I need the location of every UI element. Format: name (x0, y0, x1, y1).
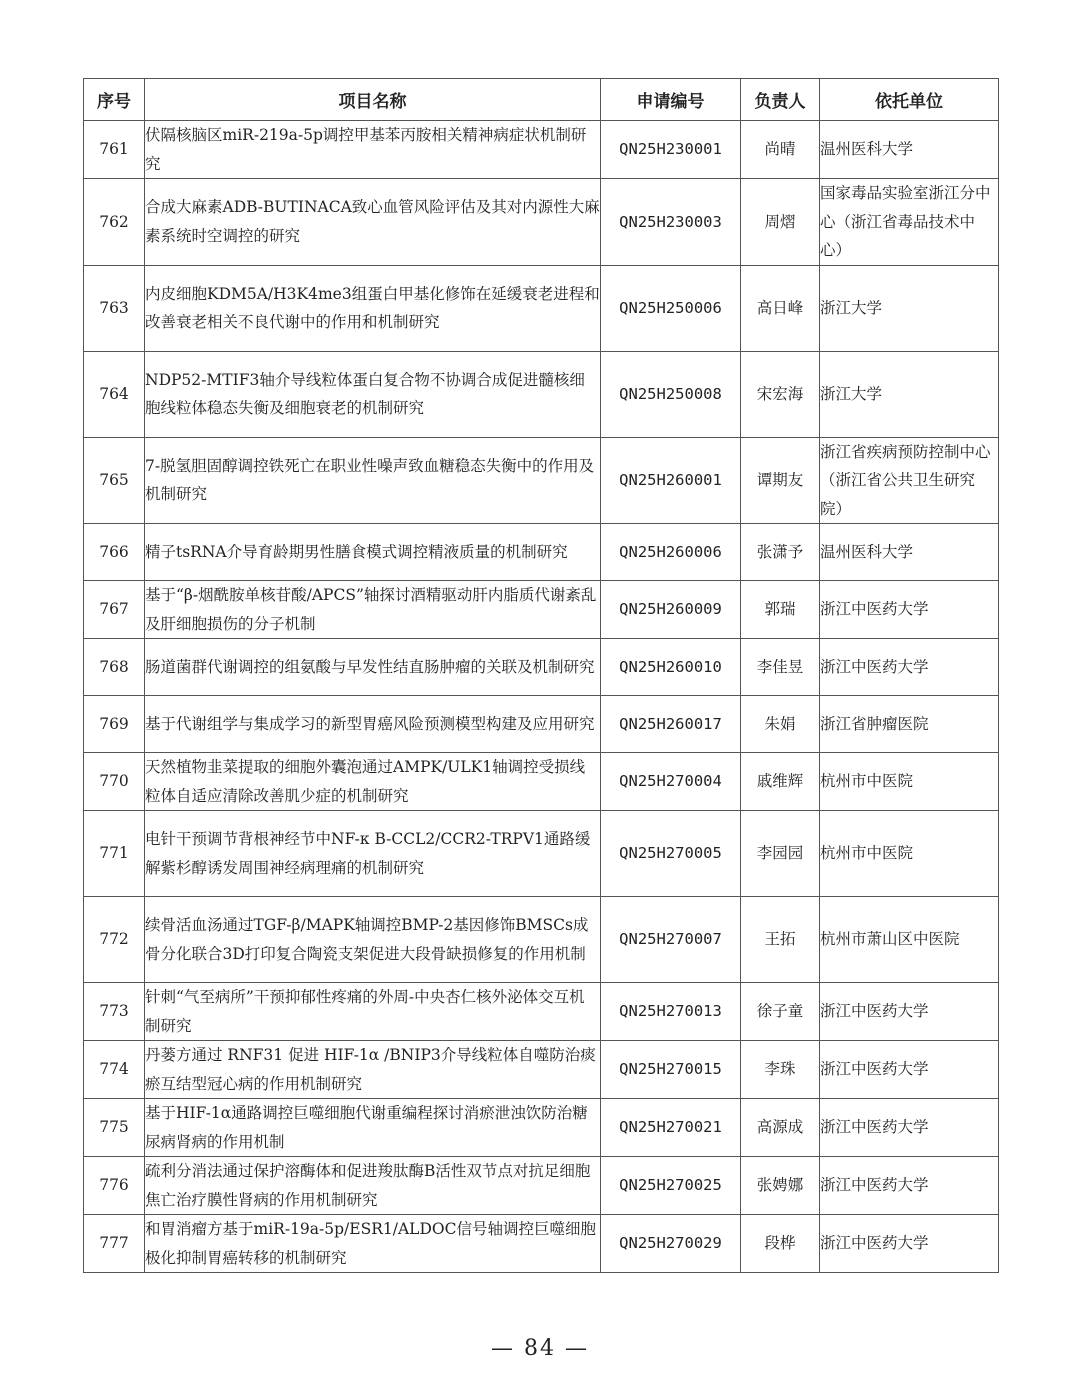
table-row (84, 265, 999, 351)
row-application-code: QN25H260010 (601, 639, 741, 696)
row-serial-number: 776 (84, 1157, 145, 1215)
table-row (84, 351, 999, 437)
row-project-name: 基于代谢组学与集成学习的新型胃癌风险预测模型构建及应用研究 (145, 696, 601, 753)
row-serial-number: 763 (84, 265, 145, 351)
row-project-name: 肠道菌群代谢调控的组氨酸与早发性结直肠肿瘤的关联及机制研究 (145, 639, 601, 696)
project-table (83, 78, 999, 1273)
row-application-code: QN25H270005 (601, 811, 741, 897)
row-principal-investigator: 李佳昱 (741, 639, 820, 696)
row-serial-number: 767 (84, 581, 145, 639)
table-row (84, 437, 999, 524)
row-host-institution: 浙江省肿瘤医院 (820, 696, 999, 753)
row-serial-number: 764 (84, 351, 145, 437)
row-serial-number: 762 (84, 179, 145, 266)
row-principal-investigator: 周熠 (741, 179, 820, 266)
row-project-name: 精子tsRNA介导育龄期男性膳食模式调控精液质量的机制研究 (145, 524, 601, 581)
row-host-institution: 杭州市中医院 (820, 811, 999, 897)
row-serial-number: 775 (84, 1099, 145, 1157)
row-host-institution: 浙江中医药大学 (820, 1215, 999, 1273)
row-principal-investigator: 戚维辉 (741, 753, 820, 811)
header-application-code: 申请编号 (601, 79, 741, 121)
table-row (84, 983, 999, 1041)
row-application-code: QN25H270021 (601, 1099, 741, 1157)
row-project-name: 针刺“气至病所”干预抑郁性疼痛的外周-中央杏仁核外泌体交互机制研究 (145, 983, 601, 1041)
row-serial-number: 766 (84, 524, 145, 581)
row-application-code: QN25H270029 (601, 1215, 741, 1273)
row-project-name: 天然植物韭菜提取的细胞外囊泡通过AMPK/ULK1轴调控受损线粒体自适应清除改善肌少症的机制研究 (145, 753, 601, 811)
row-application-code: QN25H250006 (601, 265, 741, 351)
table-row (84, 897, 999, 983)
row-serial-number: 765 (84, 437, 145, 524)
header-project-name: 项目名称 (145, 79, 601, 121)
row-serial-number: 761 (84, 121, 145, 179)
row-project-name: 内皮细胞KDM5A/H3K4me3组蛋白甲基化修饰在延缓衰老进程和改善衰老相关不良代谢中的作用和机制研究 (145, 265, 601, 351)
table-row (84, 753, 999, 811)
row-serial-number: 772 (84, 897, 145, 983)
row-principal-investigator: 张娉娜 (741, 1157, 820, 1215)
row-application-code: QN25H260009 (601, 581, 741, 639)
row-principal-investigator: 宋宏海 (741, 351, 820, 437)
row-host-institution: 温州医科大学 (820, 121, 999, 179)
table-row (84, 581, 999, 639)
row-application-code: QN25H270007 (601, 897, 741, 983)
row-host-institution: 浙江中医药大学 (820, 1157, 999, 1215)
row-host-institution: 浙江省疾病预防控制中心（浙江省公共卫生研究院） (820, 437, 999, 524)
row-application-code: QN25H230001 (601, 121, 741, 179)
row-host-institution: 浙江大学 (820, 265, 999, 351)
row-application-code: QN25H260001 (601, 437, 741, 524)
row-principal-investigator: 段桦 (741, 1215, 820, 1273)
row-application-code: QN25H230003 (601, 179, 741, 266)
row-principal-investigator: 李园园 (741, 811, 820, 897)
row-host-institution: 温州医科大学 (820, 524, 999, 581)
table-row (84, 1099, 999, 1157)
row-principal-investigator: 李珠 (741, 1041, 820, 1099)
row-application-code: QN25H270004 (601, 753, 741, 811)
page-number: — 84 — (491, 1336, 589, 1361)
row-application-code: QN25H260006 (601, 524, 741, 581)
row-project-name: 续骨活血汤通过TGF-β/MAPK轴调控BMP-2基因修饰BMSCs成骨分化联合3D打印复合陶瓷支架促进大段骨缺损修复的作用机制 (145, 897, 601, 983)
table-row (84, 121, 999, 179)
row-serial-number: 771 (84, 811, 145, 897)
row-principal-investigator: 徐子童 (741, 983, 820, 1041)
row-host-institution: 杭州市中医院 (820, 753, 999, 811)
row-application-code: QN25H270015 (601, 1041, 741, 1099)
row-project-name: 疏利分消法通过保护溶酶体和促进羧肽酶B活性双节点对抗足细胞焦亡治疗膜性肾病的作用机制研究 (145, 1157, 601, 1215)
table-row (84, 1215, 999, 1273)
table-row (84, 1041, 999, 1099)
row-host-institution: 浙江中医药大学 (820, 1099, 999, 1157)
row-project-name: NDP52-MTIF3轴介导线粒体蛋白复合物不协调合成促进髓核细胞线粒体稳态失衡及细胞衰老的机制研究 (145, 351, 601, 437)
row-project-name: 丹蒌方通过 RNF31 促进 HIF-1α /BNIP3介导线粒体自噬防治痰瘀互结型冠心病的作用机制研究 (145, 1041, 601, 1099)
row-principal-investigator: 高源成 (741, 1099, 820, 1157)
table-row (84, 696, 999, 753)
header-row (84, 79, 999, 121)
row-principal-investigator: 王拓 (741, 897, 820, 983)
row-serial-number: 777 (84, 1215, 145, 1273)
row-serial-number: 770 (84, 753, 145, 811)
row-host-institution: 浙江中医药大学 (820, 983, 999, 1041)
header-serial-number: 序号 (84, 79, 145, 121)
row-serial-number: 773 (84, 983, 145, 1041)
row-host-institution: 浙江中医药大学 (820, 1041, 999, 1099)
row-principal-investigator: 尚晴 (741, 121, 820, 179)
table-row (84, 1157, 999, 1215)
row-project-name: 基于“β-烟酰胺单核苷酸/APCS”轴探讨酒精驱动肝内脂质代谢紊乱及肝细胞损伤的分子机制 (145, 581, 601, 639)
row-serial-number: 769 (84, 696, 145, 753)
row-serial-number: 774 (84, 1041, 145, 1099)
table-row (84, 524, 999, 581)
row-project-name: 和胃消瘤方基于miR-19a-5p/ESR1/ALDOC信号轴调控巨噬细胞极化抑制胃癌转移的机制研究 (145, 1215, 601, 1273)
row-project-name: 7-脱氢胆固醇调控铁死亡在职业性噪声致血糖稳态失衡中的作用及机制研究 (145, 437, 601, 524)
row-project-name: 合成大麻素ADB-BUTINACA致心血管风险评估及其对内源性大麻素系统时空调控的研究 (145, 179, 601, 266)
row-principal-investigator: 朱娟 (741, 696, 820, 753)
table-row (84, 179, 999, 266)
row-principal-investigator: 高日峰 (741, 265, 820, 351)
header-host-institution: 依托单位 (820, 79, 999, 121)
row-application-code: QN25H270025 (601, 1157, 741, 1215)
row-project-name: 基于HIF-1α通路调控巨噬细胞代谢重编程探讨消瘀泄浊饮防治糖尿病肾病的作用机制 (145, 1099, 601, 1157)
header-principal-investigator: 负责人 (741, 79, 820, 121)
row-principal-investigator: 张潇予 (741, 524, 820, 581)
row-host-institution: 浙江大学 (820, 351, 999, 437)
row-host-institution: 国家毒品实验室浙江分中心（浙江省毒品技术中心） (820, 179, 999, 266)
row-application-code: QN25H250008 (601, 351, 741, 437)
row-host-institution: 杭州市萧山区中医院 (820, 897, 999, 983)
row-principal-investigator: 谭期友 (741, 437, 820, 524)
row-application-code: QN25H270013 (601, 983, 741, 1041)
row-principal-investigator: 郭瑞 (741, 581, 820, 639)
row-host-institution: 浙江中医药大学 (820, 639, 999, 696)
row-host-institution: 浙江中医药大学 (820, 581, 999, 639)
row-serial-number: 768 (84, 639, 145, 696)
row-project-name: 电针干预调节背根神经节中NF-κ B-CCL2/CCR2-TRPV1通路缓解紫杉醇诱发周围神经病理痛的机制研究 (145, 811, 601, 897)
row-project-name: 伏隔核脑区miR-219a-5p调控甲基苯丙胺相关精神病症状机制研究 (145, 121, 601, 179)
table-row (84, 811, 999, 897)
table-row (84, 639, 999, 696)
row-application-code: QN25H260017 (601, 696, 741, 753)
